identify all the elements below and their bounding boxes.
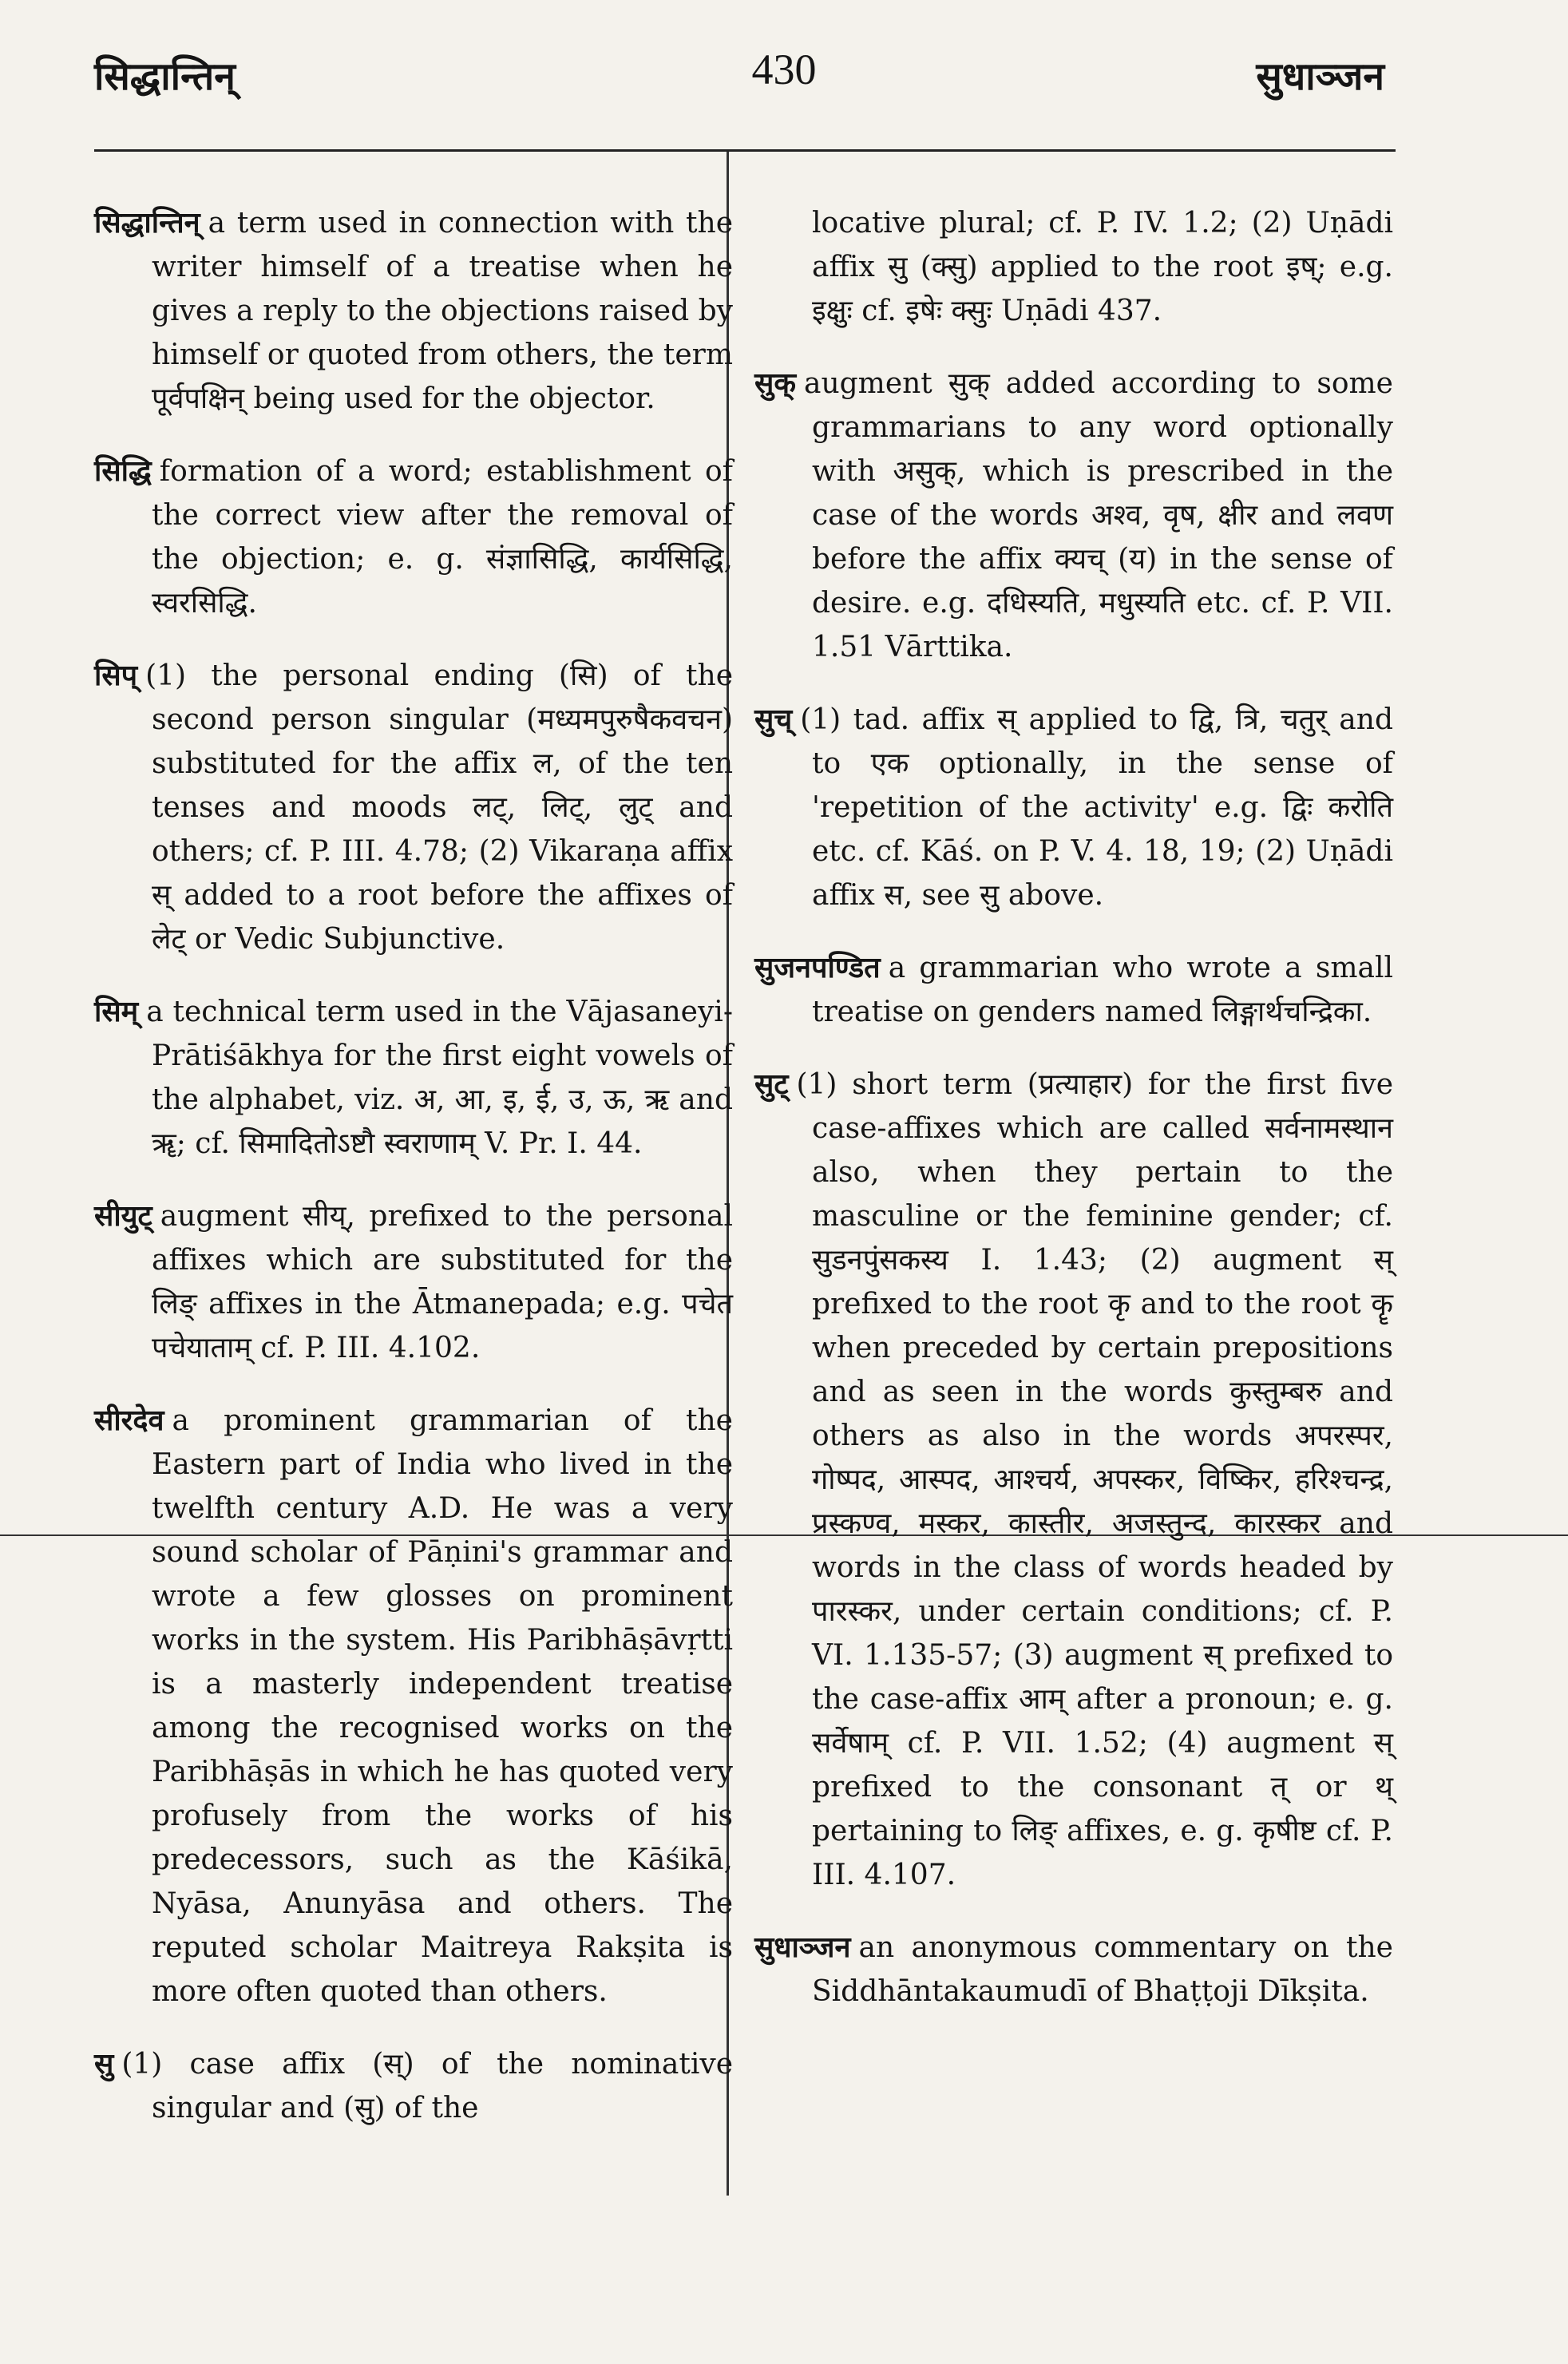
entry bbox=[754, 1063, 1393, 1897]
page-number: 430 bbox=[751, 46, 817, 93]
entry-headword: सु bbox=[94, 2047, 114, 2081]
entry-headword: सिप् bbox=[94, 659, 138, 692]
entry bbox=[94, 1194, 733, 1370]
entry-definition: a grammarian who wrote a small treatise on genders named लिङ्गार्थचन्द्रिका. bbox=[812, 952, 1393, 1028]
entry-headword: सिद्धान्तिन् bbox=[94, 206, 200, 240]
entry-headword: सीयुट् bbox=[94, 1199, 152, 1233]
entry bbox=[94, 2042, 733, 2130]
entry bbox=[94, 654, 733, 961]
entry-definition: a prominent grammarian of the Eastern part of India who lived in the twelfth century A.D. He was a very sound scholar of Pāṇini's grammar and wrote a few glosses on prominent works in the system. His Paribhāṣāvṛtti is a masterly independent treatise among the recognised works on the Paribhāṣās in which he has quoted very profusely from the works of his predecessors, such as the Kāśikā, Nyāsa, Anunyāsa and others. The reputed scholar Maitreya Rakṣita is more often quoted than others. bbox=[152, 1404, 733, 2008]
entry-headword: सुधाञ्जन bbox=[754, 1930, 851, 1964]
entry-headword: सुक् bbox=[754, 366, 796, 400]
entry bbox=[754, 362, 1393, 669]
left-column bbox=[94, 172, 733, 2151]
entry-definition: (1) short term (प्रत्याहार) for the first five case-affixes which are called सर्वनामस्थान also, when they pertain to the masculine or the feminine gender; cf. सुडनपुंसकस्य I. 1.43; (2) augment स् prefixed to the root कृ and to the root कॄ when preceded by certain prepositions and as seen in the words कुस्तुम्बरु and others as also in the words अपरस्पर, गोष्पद, आस्पद, आश्चर्य, अपस्कर, विष्किर, हरिश्चन्द्र, प्रस्कण्व, मस्कर, कास्तीर, अजस्तुन्द, कारस्कर and words in the class of words headed by पारस्कर, under certain conditions; cf. P. VI. 1.135-57; (3) augment स् prefixed to the case-affix आम् after a pronoun; e. g. सर्वेषाम् cf. P. VII. 1.52; (4) augment स् prefixed to the consonant त् or थ् pertaining to लिङ् affixes, e. g. कृषीष्ट cf. P. III. 4.107. bbox=[796, 1068, 1393, 1891]
entry-definition: a term used in connection with the writer himself of a treatise when he gives a reply to the objections raised by himself or quoted from others, the term पूर्वपक्षिन् being used for the objector. bbox=[152, 207, 733, 415]
entry-definition: augment सीय्, prefixed to the personal affixes which are substituted for the लिङ् affixes in the Ātmanepada; e.g. पचेत पचेयाताम् cf. P. III. 4.102. bbox=[152, 1200, 733, 1364]
entry bbox=[94, 449, 733, 625]
entry-headword: सुजनपण्डित bbox=[754, 951, 881, 984]
entry-definition: a technical term used in the Vājasaneyi-Prātiśākhya for the first eight vowels of the alphabet, viz. अ, आ, इ, ई, उ, ऊ, ऋ and ॠ; cf. सिमादितोऽष्टौ स्वराणाम् V. Pr. I. 44. bbox=[146, 996, 733, 1160]
entry-headword: सिद्धि bbox=[94, 454, 152, 488]
entry-definition: (1) case affix (स्) of the nominative singular and (सु) of the bbox=[121, 2048, 733, 2124]
entry-definition: (1) tad. affix स् applied to द्वि, त्रि, चतुर् and to एक optionally, in the sense of 'repetition of the activity' e.g. द्विः करोति etc. cf. Kāś. on P. V. 4. 18, 19; (2) Uṇādi affix स, see सु above. bbox=[800, 703, 1393, 912]
entry bbox=[754, 698, 1393, 917]
entry-definition: augment सुक् added according to some grammarians to any word optionally with असुक्, which is prescribed in the case of the words अश्व, वृष, क्षीर and लवण before the affix क्यच् (य) in the sense of desire. e.g. दधिस्यति, मधुस्यति etc. cf. P. VII. 1.51 Vārttika. bbox=[803, 367, 1393, 663]
entry-headword: सुट् bbox=[754, 1067, 789, 1101]
entry-headword: सुच् bbox=[754, 703, 793, 736]
entry-continuation bbox=[754, 201, 1393, 333]
running-head-left: सिद्धान्तिन् bbox=[94, 54, 236, 99]
entry-headword: सीरदेव bbox=[94, 1404, 164, 1437]
entry bbox=[754, 1926, 1393, 2014]
entry-definition: locative plural; cf. P. IV. 1.2; (2) Uṇādi affix सु (क्सु) applied to the root इष्; e.g. इक्षुः cf. इषेः क्सुः Uṇādi 437. bbox=[812, 207, 1393, 327]
entry-definition: (1) the personal ending (सि) of the second person singular (मध्यमपुरुषैकवचन) substituted for the affix ल, of the ten tenses and moods लट्, लिट्, लुट् and others; cf. P. III. 4.78; (2) Vikaraṇa affix स् added to a root before the affixes of लेट् or Vedic Subjunctive. bbox=[145, 659, 733, 956]
running-head-right: सुधाञ्जन bbox=[1256, 54, 1384, 99]
entry bbox=[754, 946, 1393, 1034]
running-head bbox=[0, 46, 1568, 121]
right-column bbox=[754, 172, 1393, 2034]
entry bbox=[94, 1399, 733, 2014]
entry-headword: सिम् bbox=[94, 995, 139, 1028]
entry bbox=[94, 990, 733, 1166]
header-rule bbox=[94, 149, 1396, 152]
entry-definition: an anonymous commentary on the Siddhāntakaumudī of Bhaṭṭoji Dīkṣita. bbox=[812, 1931, 1393, 2008]
entry-definition: formation of a word; establishment of the correct view after the removal of the objection; e. g. संज्ञासिद्धि, कार्यसिद्धि, स्वरसिद्धि. bbox=[152, 455, 733, 620]
entry bbox=[94, 201, 733, 421]
